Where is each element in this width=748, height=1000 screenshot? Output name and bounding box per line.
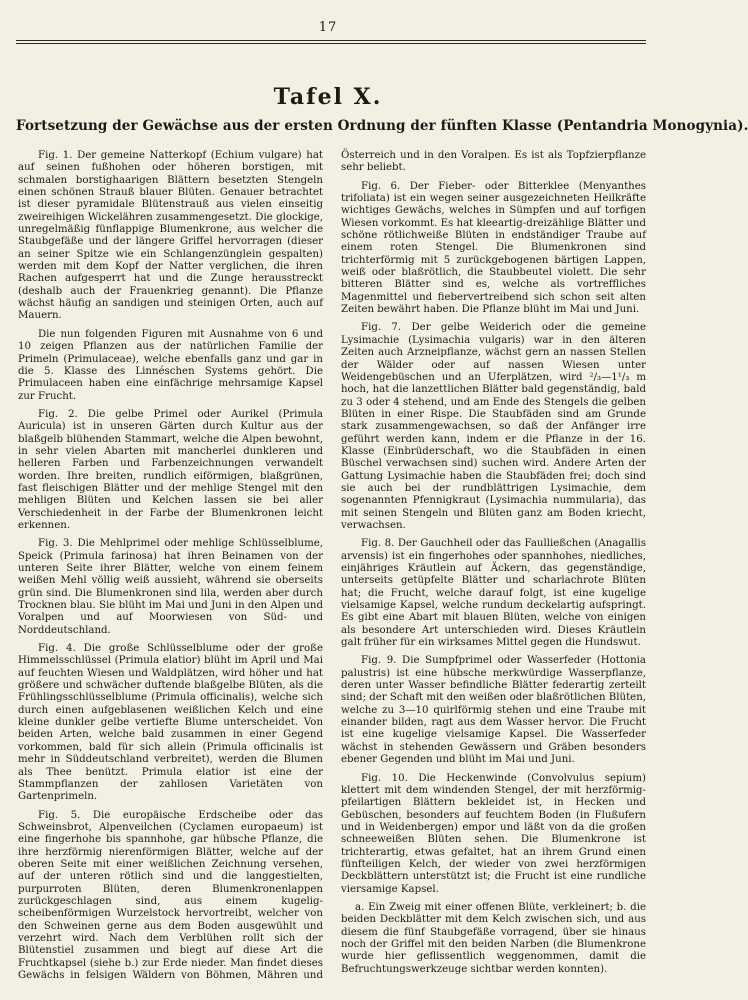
paragraph-fig-1: Fig. 1. Der gemeine Natterkopf (Echium vulgare) hat auf seinen fußhohen oder höheren borstigen, mit schmalen borstighaarigen Blättern besetzten Stengeln einen schönen Strauß blauer Blüten. Genauer betrachtet ist dieser pyramidale Blütenstrauß aus vielen einseitig zweireihigen Wickelähren zusammengesetzt. Die glockige, unregelmäßig fünflappige Blumenkrone, aus welcher die Staubgefäße und der längere Griffel hervorragen (dieser an seiner Spitze wie ein Schlangenzünglein gespalten) werden mit dem Kopf der Natter verglichen, die ihren Rachen aufgesperrt hat und die Zunge herausstreckt (deshalb auch der Frauenkrieg genannt). Die Pflanze wächst häufig an sandigen und steinigen Orten, auch auf Mauern. [18, 150, 323, 322]
paragraph-fig-5: Fig. 5. Die europäische Erdscheibe oder das Schweinsbrot, Alpenveilchen (Cyclamen europaeum) ist eine fingerhohe bis spannhohe, gar hübsche Pflanze, die ihre herzförmig nierenförmigen Blätter, welche auf der oberen Seite mit einer weißlichen Zeichnung versehen, auf der unteren rötlich sind und die langgestielten, purpurroten Blüten, deren Blumenkronenlappen zurückgeschlagen sind, aus einem kugelig-scheibenförmigen Wurzelstock hervortreibt, welcher von den Schweinen gerne aus dem Boden ausgewühlt und verzehrt wird. Nach dem Verblühen rollt sich der Blütenstiel zusammen und biegt auf diese Art die Fruchtkapsel (siehe b.) zur Erde nieder. Man findet dieses Gewächs in felsigen Wäldern von Böhmen, Mähren und Österreich und in den Voralpen. Es ist als Topfzierpflanze sehr beliebt. [18, 150, 646, 981]
header-rule [16, 40, 646, 44]
paragraph-fig-3: Fig. 3. Die Mehlprimel oder mehlige Schlüsselblume, Speick (Primula farinosa) hat ihren Beinamen von der unteren Seite ihrer Blätter, welche von einem feinem weißen Mehl völlig weiß aussieht, während sie oberseits grün sind. Die Blumenkronen sind lila, werden aber durch Trocknen blau. Sie blüht im Mai und Juni in den Alpen und Voralpen und auf Moorwiesen von Süd- und Norddeutschland. [18, 538, 323, 636]
paragraph-fig-6: Fig. 6. Der Fieber- oder Bitterklee (Menyanthes trifoliata) ist ein wegen seiner ausgezeichneten Heilkräfte wichtiges Gewächs, welches in Sümpfen und auf torfigen Wiesen vorkommt. Es hat kleeartig-dreizählige Blätter und schöne rötlichweiße Blüten in endständiger Traube auf einem roten Stengel. Die Blumenkronen sind trichterförmig mit 5 zurückgebogenen bärtigen Lappen, weiß oder blaßrötlich, die Staubbeutel violett. Die sehr bitteren Blätter sind es, welche als vortreffliches Magenmittel und fiebervertreibend sich schon seit alten Zeiten bewährt haben. Die Pflanze blüht im Mai und Juni. [341, 180, 646, 316]
plate-title: Tafel X. [273, 84, 383, 110]
paragraph-fig-9: Fig. 9. Die Sumpfprimel oder Wasserfeder (Hottonia palustris) ist eine hübsche merkwürdige Wasserpflanze, deren unter Wasser befindliche Blätter federartig zerteilt sind; der Schaft mit den weißen oder blaßrötlichen Blüten, welche zu 3—10 quirlförmig stehen und eine Traube mit einander bilden, ragt aus dem Wasser hervor. Die Frucht ist eine kugelige vielsamige Kapsel. Die Wasserfeder wächst in stehenden Gewässern und Gräben besonders ebener Gegenden und blüht im Mai und Juni. [341, 655, 646, 766]
paragraph-fig-2: Fig. 2. Die gelbe Primel oder Aurikel (Primula Auricula) ist in unseren Gärten durch Kultur aus der blaßgelb blühenden Stammart, welche die Alpen bewohnt, in sehr vielen Abarten mit mancherlei dunkleren und helleren Farben und Farbenzeichnungen verwandelt worden. Ihre breiten, rundlich eiförmigen, blaßgrünen, fast fleischigen Blätter und der mehlige Stengel mit den mehligen Blüten und Kelchen lassen sie bei aller Verschiedenheit in der Farbe der Blumenkronen leicht erkennen. [18, 408, 323, 531]
paragraph-fig-8: Fig. 8. Der Gauchheil oder das Faulließchen (Anagallis arvensis) ist ein fingerhohes oder spannhohes, niedliches, einjähriges Kräutlein auf Äckern, das gegenständige, unterseits getüpfelte Blätter und scharlachrote Blüten hat; die Frucht, welche darauf folgt, ist eine kugelige vielsamige Kapsel, welche rundum deckelartig aufspringt. Es gibt eine Abart mit blauen Blüten, welche von einigen als besondere Art unterschieden wird. Dieses Kräutlein galt früher für ein wirksames Mittel gegen die Hundswut. [341, 538, 646, 649]
paragraph-fig-10: Fig. 10. Die Heckenwinde (Convolvulus sepium) klettert mit dem windenden Stengel, der mit herzförmig-pfeilartigen Blättern bekleidet ist, in Hecken und Gebüschen, besonders auf feuchtem Boden (in Flußufern und in Weidenbergen) empor und läßt von da die großen schneeweißen Blüten sehen. Die Blumenkrone ist trichterartig, etwas gefaltet, hat an ihrem Grund einen fünfteiligen Kelch, der wieder von zwei herzförmigen Deckblättern unterstützt ist; die Frucht ist eine rundliche viersamige Kapsel. [341, 772, 646, 895]
paragraph-fig-7: Fig. 7. Der gelbe Weiderich oder die gemeine Lysimachie (Lysimachia vulgaris) war in den älteren Zeiten auch Arzneipflanze, wächst gern an nassen Stellen der Wälder oder auf nassen Wiesen unter Weidengebüschen und an Uferplätzen, wird ²/₃—1¹/₃ m hoch, hat die lanzettlichen Blätter bald gegenständig, bald zu 3 oder 4 stehend, und am Ende des Stengels die gelben Blüten in einer Rispe. Die Staubfäden sind am Grunde stark zusammengewachsen, so daß der Anfänger irre geführt werden kann, indem er die Pflanze in der 16. Klasse (Einbrüderschaft, wo die Staubfäden in einen Büschel verwachsen sind) suchen wird. Andere Arten der Gattung Lysimachie haben die Staubfäden frei; doch sind sie auch bei der rundblättrigen Lysimachie, dem sogenannten Pfennigkraut (Lysimachia nummularia), das mit seinen Stengeln und Blüten ganz am Boden kriecht, verwachsen. [341, 322, 646, 531]
body-text-columns [18, 150, 646, 996]
paragraph-fig-10-legend: a. Ein Zweig mit einer offenen Blüte, verkleinert; b. die beiden Deckblätter mit dem Kelch zwischen sich, und aus diesem die fünf Staubgefäße vorragend, über sie hinaus noch der Griffel mit den beiden Narben (die Blumenkrone wurde hier geflissentlich weggenommen, damit die Befruchtungswerkzeuge sichtbar werden konnten). [341, 901, 646, 975]
plate-subtitle: Fortsetzung der Gewächse aus der ersten Ordnung der fünften Klasse (Pentandria Monogynia). [16, 118, 748, 134]
paragraph-fig-4: Fig. 4. Die große Schlüsselblume oder der große Himmelsschlüssel (Primula elatior) blüht im April und Mai auf feuchten Wiesen und Waldplätzen, wird höher und hat größere und schwächer duftende blaßgelbe Blüten, als die Frühlingsschlüsselblume (Primula officinalis), welche sich durch einen aufgeblasenen weißlichen Kelch und eine kleine dunkler gelbe vertiefte Blume unterscheidet. Von beiden Arten, welche bald zusammen in einer Gegend vorkommen, bald für sich allein (Primula officinalis ist mehr in Süddeutschland verbreitet), werden die Blumen als Thee benützt. Primula elatior ist eine der Stammpflanzen der zahllosen Varietäten von Gartenprimeln. [18, 643, 323, 803]
paragraph-primulaceae-intro: Die nun folgenden Figuren mit Ausnahme von 6 und 10 zeigen Pflanzen aus der natürlichen Familie der Primeln (Primulaceae), welche ebenfalls ganz und gar in die 5. Klasse des Linnéschen Systems gehört. Die Primulaceen haben eine einfächrige mehrsamige Kapsel zur Frucht. [18, 328, 323, 402]
page-number: 17 [318, 20, 338, 35]
